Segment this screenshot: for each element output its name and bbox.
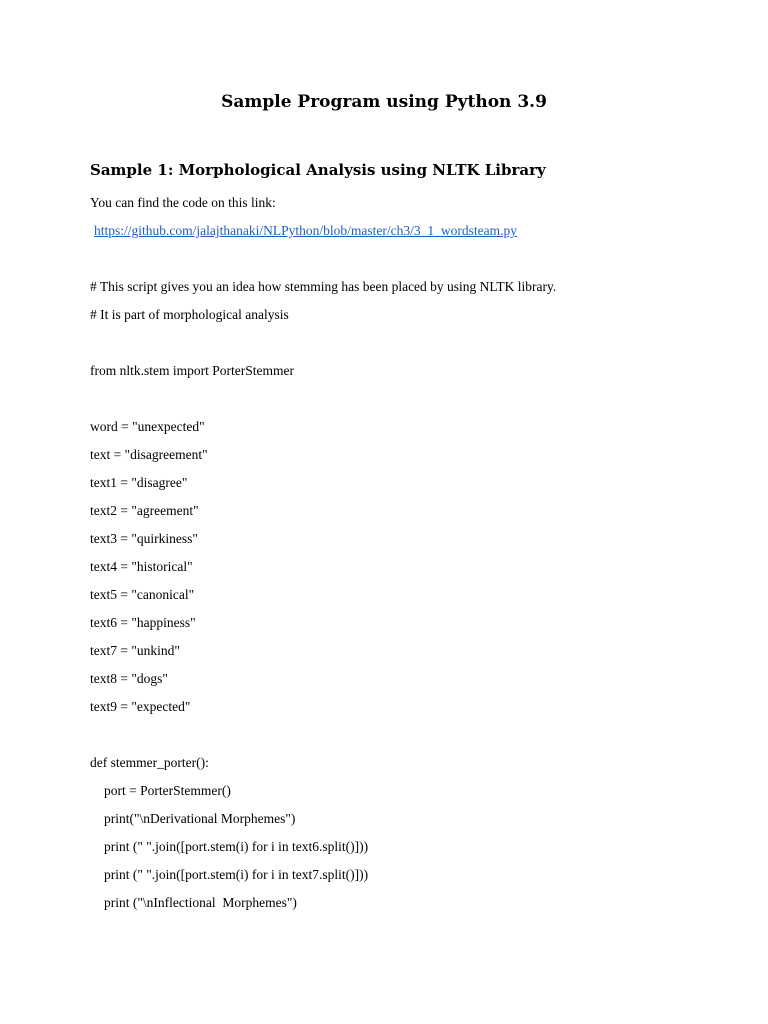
code-line: print (" ".join([port.stem(i) for i in text7.split()])): [104, 867, 369, 882]
code-line: print("\nDerivational Morphemes"): [104, 811, 296, 826]
page-title: Sample Program using Python 3.9: [221, 92, 547, 112]
section-heading: Sample 1: Morphological Analysis using NLTK Library: [90, 161, 546, 179]
code-line: text5 = "canonical": [90, 587, 195, 602]
code-line: print ("\nInflectional Morphemes"): [104, 895, 297, 910]
intro-text: You can find the code on this link:: [90, 195, 276, 210]
def-line: def stemmer_porter():: [90, 755, 209, 770]
code-comment: # It is part of morphological analysis: [90, 307, 289, 322]
code-line: word = "unexpected": [90, 419, 205, 434]
import-line: from nltk.stem import PorterStemmer: [90, 363, 294, 378]
code-line: text9 = "expected": [90, 699, 191, 714]
code-line: text8 = "dogs": [90, 671, 168, 686]
code-line: print (" ".join([port.stem(i) for i in text6.split()])): [104, 839, 369, 854]
code-comment: # This script gives you an idea how stemming has been placed by using NLTK library.: [90, 279, 557, 294]
code-line: port = PorterStemmer(): [104, 783, 231, 798]
code-line: text2 = "agreement": [90, 503, 199, 518]
code-line: text6 = "happiness": [90, 615, 196, 630]
code-line: text1 = "disagree": [90, 475, 188, 490]
github-link[interactable]: https://github.com/jalajthanaki/NLPython/blob/master/ch3/3_1_wordsteam.py: [94, 223, 517, 238]
code-line: text4 = "historical": [90, 559, 193, 574]
code-line: text7 = "unkind": [90, 643, 180, 658]
code-line: text = "disagreement": [90, 447, 208, 462]
code-line: text3 = "quirkiness": [90, 531, 198, 546]
